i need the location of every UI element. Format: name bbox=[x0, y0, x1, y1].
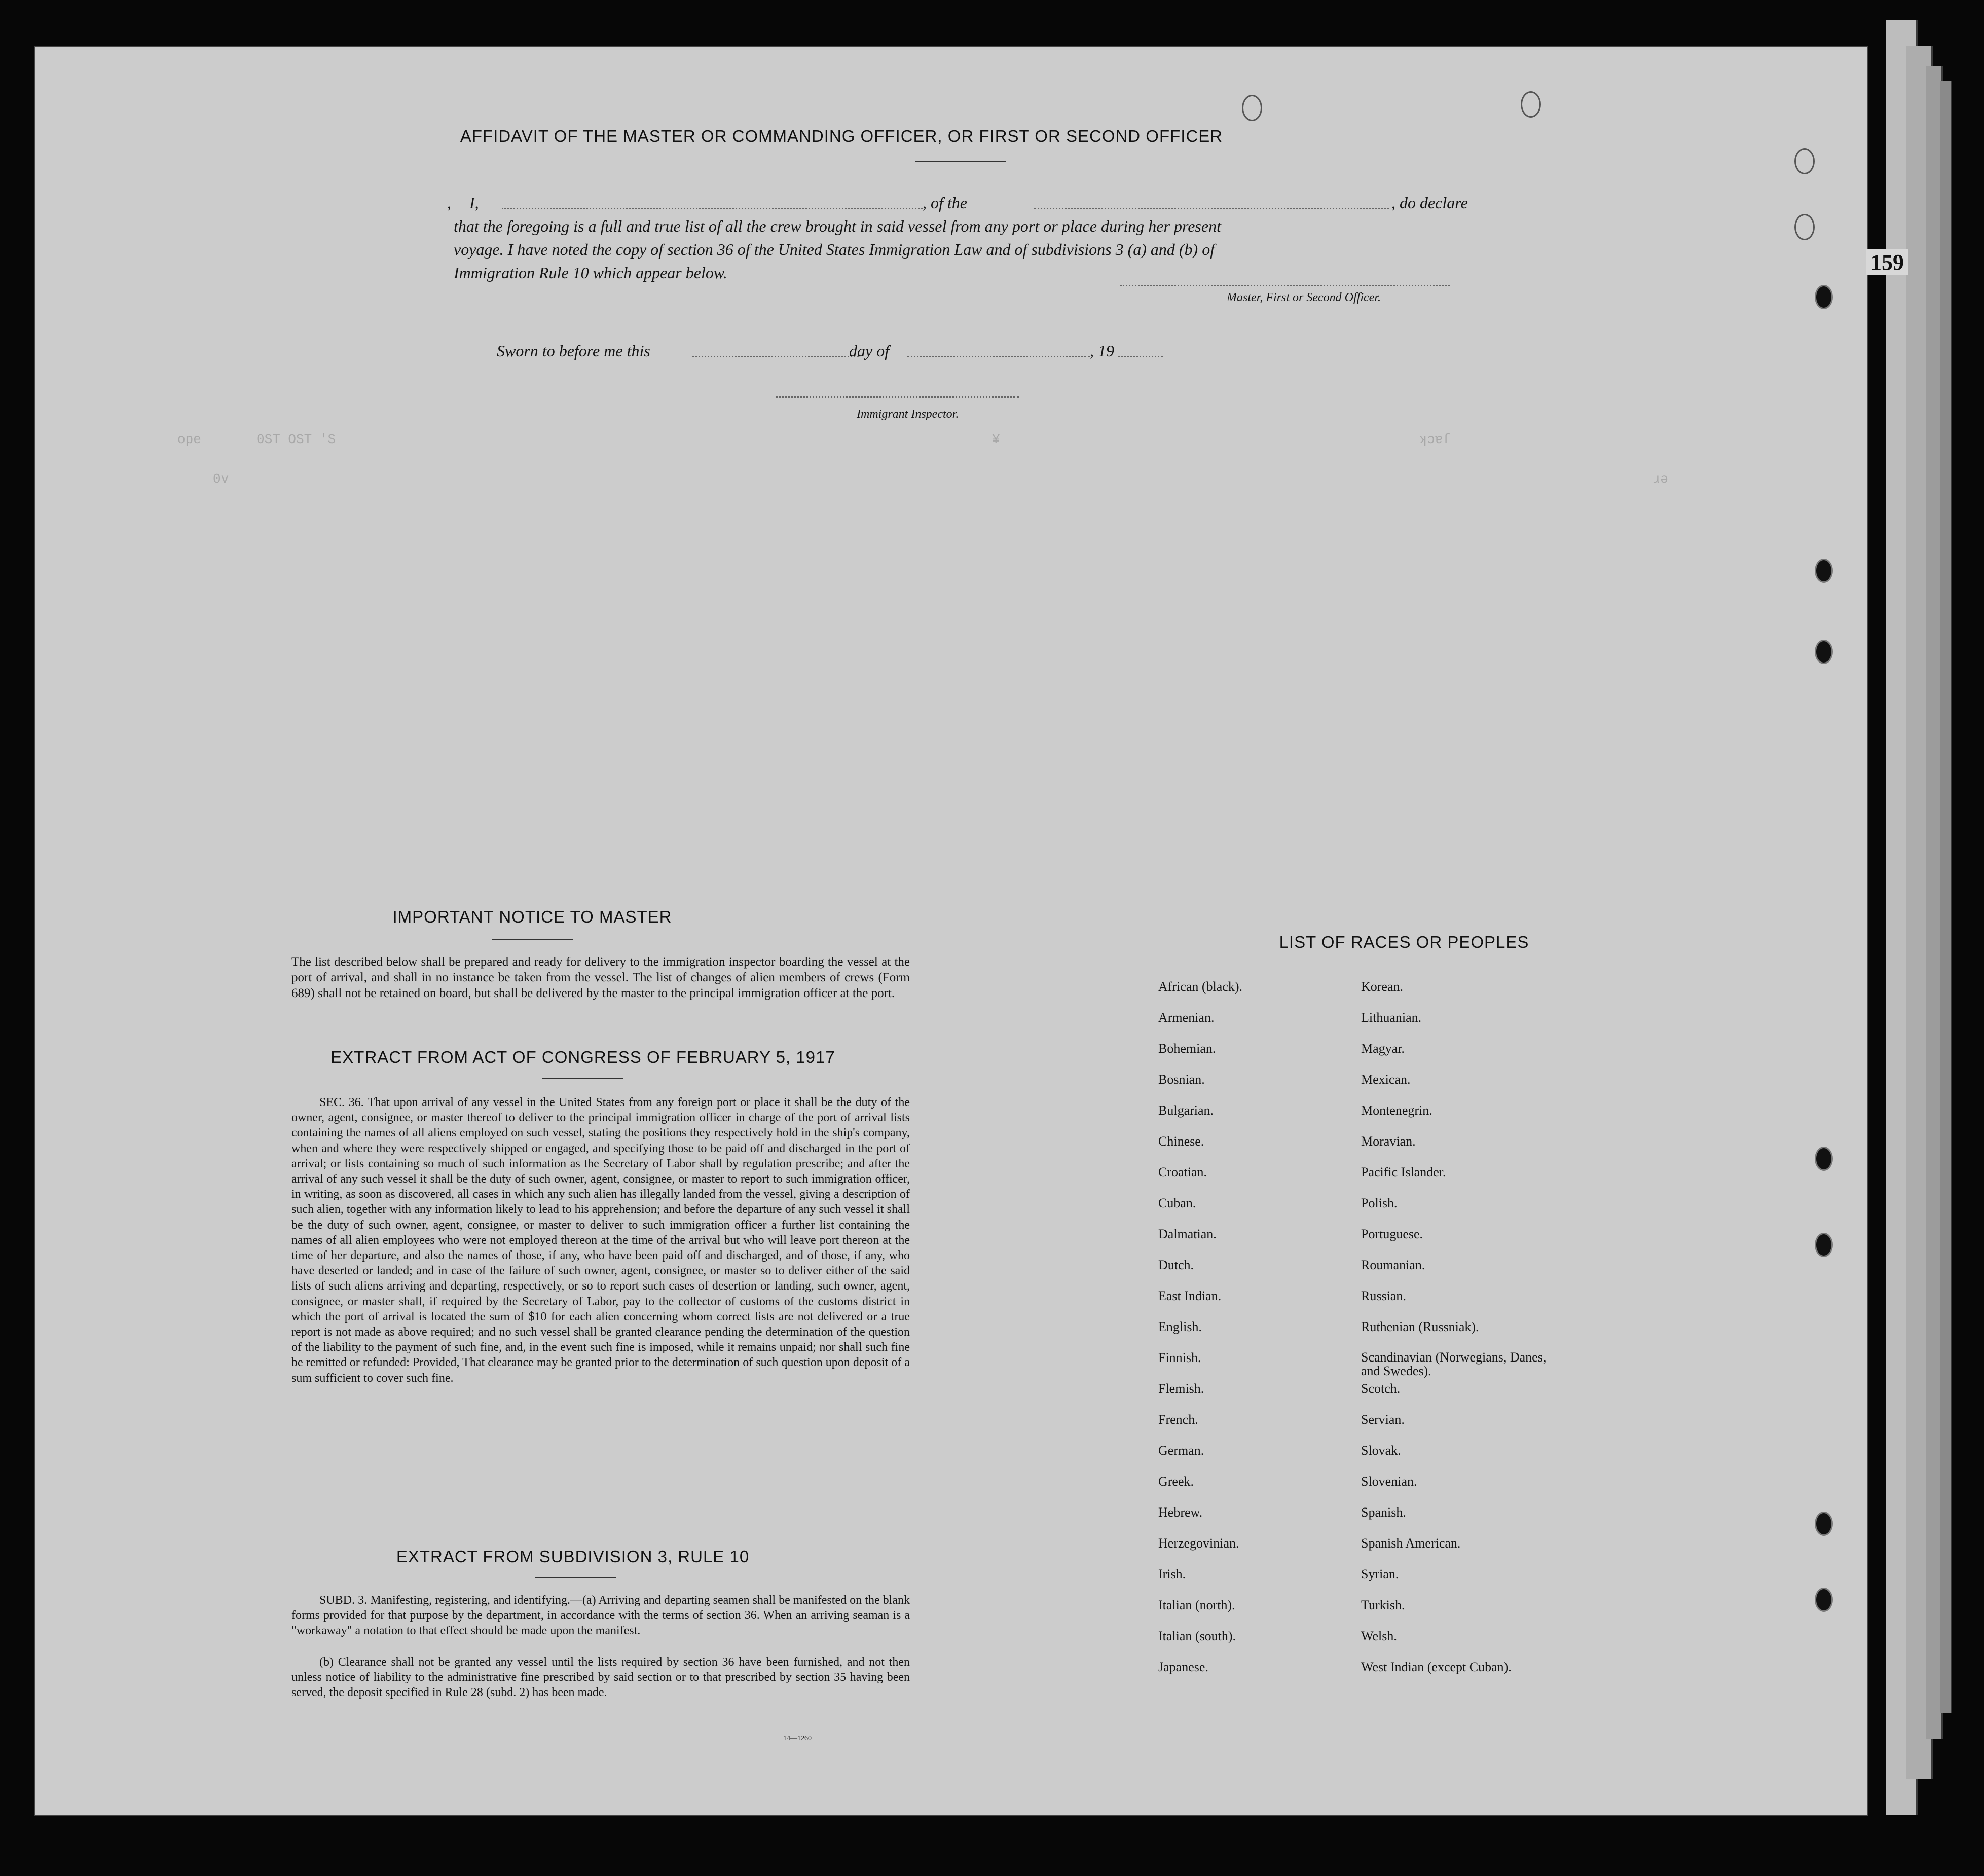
race-item: East Indian. bbox=[1158, 1289, 1222, 1303]
race-item: Italian (south). bbox=[1158, 1629, 1236, 1643]
race-item: Dutch. bbox=[1158, 1258, 1194, 1272]
race-item: Roumanian. bbox=[1361, 1258, 1425, 1272]
race-item: Spanish. bbox=[1361, 1505, 1406, 1520]
divider bbox=[542, 1078, 623, 1079]
races-title: LIST OF RACES OR PEOPLES bbox=[1279, 933, 1529, 951]
race-item: Bulgarian. bbox=[1158, 1103, 1214, 1118]
race-item: Scandinavian (Norwegians, Danes, and Swedes). bbox=[1361, 1350, 1547, 1378]
race-item: Polish. bbox=[1361, 1196, 1398, 1210]
race-item: Russian. bbox=[1361, 1289, 1406, 1303]
race-item: Portuguese. bbox=[1361, 1227, 1423, 1241]
divider bbox=[492, 939, 573, 940]
affidavit-line-2: voyage. I have noted the copy of section 36 of the United States Immigration Law and of subdivisions 3 (a) and (b) of bbox=[454, 240, 1215, 259]
punch-hole-icon bbox=[1815, 1588, 1833, 1612]
race-item: Finnish. bbox=[1158, 1350, 1201, 1365]
race-item: Pacific Islander. bbox=[1361, 1165, 1446, 1180]
race-item: Ruthenian (Russniak). bbox=[1361, 1319, 1479, 1334]
race-item: Greek. bbox=[1158, 1474, 1194, 1489]
race-item: Lithuanian. bbox=[1361, 1010, 1422, 1025]
punch-hole-icon bbox=[1794, 214, 1815, 240]
race-item: Slovenian. bbox=[1361, 1474, 1417, 1489]
race-item: Slovak. bbox=[1361, 1443, 1401, 1458]
race-item: Mexican. bbox=[1361, 1072, 1411, 1087]
extract-rule-para-b: (b) Clearance shall not be granted any vessel until the lists required by section 36 have been furnished, and not then unless notice of liability to the administrative fine prescribed by said section or to that prescribed by section 35 having been served, the deposit specified in Rule 28 (subd. 2) has been made. bbox=[291, 1656, 910, 1699]
sworn-day-field[interactable] bbox=[692, 356, 859, 357]
affidavit-i: I, bbox=[469, 194, 479, 212]
inspector-caption: Immigrant Inspector. bbox=[857, 408, 959, 421]
race-item: German. bbox=[1158, 1443, 1204, 1458]
race-item: Turkish. bbox=[1361, 1598, 1405, 1612]
race-item: Hebrew. bbox=[1158, 1505, 1203, 1520]
sworn-year-field[interactable] bbox=[1118, 356, 1163, 357]
bleed-through-text: 0v ɹǝ bbox=[213, 471, 1668, 487]
race-item: Cuban. bbox=[1158, 1196, 1196, 1210]
affidavit-line-3: Immigration Rule 10 which appear below. bbox=[454, 264, 727, 282]
sworn-month-field[interactable] bbox=[907, 356, 1090, 357]
race-item: Moravian. bbox=[1361, 1134, 1416, 1149]
punch-hole-icon bbox=[1521, 91, 1541, 118]
day-of-label: day of bbox=[849, 342, 890, 360]
bleed-through-text: ope 0ST OST 'S ¥ ʞɔɐſ bbox=[177, 432, 1451, 447]
race-item: African (black). bbox=[1158, 979, 1243, 994]
affidavit-line-1: that the foregoing is a full and true list of all the crew brought in said vessel from any port or place during her present bbox=[454, 217, 1221, 235]
punch-hole-icon bbox=[1815, 1512, 1833, 1536]
race-item: Magyar. bbox=[1361, 1041, 1405, 1056]
punch-hole-icon bbox=[1815, 1147, 1833, 1171]
punch-hole-icon bbox=[1815, 640, 1833, 664]
race-item: Armenian. bbox=[1158, 1010, 1215, 1025]
extract-rule-title: EXTRACT FROM SUBDIVISION 3, RULE 10 bbox=[396, 1547, 750, 1566]
race-item: Welsh. bbox=[1361, 1629, 1397, 1643]
race-item: Flemish. bbox=[1158, 1381, 1204, 1396]
punch-hole-icon bbox=[1815, 559, 1833, 583]
race-item: Japanese. bbox=[1158, 1660, 1208, 1674]
master-name-field[interactable] bbox=[502, 208, 923, 209]
race-item: French. bbox=[1158, 1412, 1198, 1427]
extract-rule-para-a: SUBD. 3. Manifesting, registering, and identifying.—(a) Arriving and departing seamen shall be manifested on the blank forms provided for that purpose by the department, in accordance with the terms of section 36. When an arriving seaman is a "workaway" a notation to that effect should be made upon the manifest. bbox=[291, 1594, 910, 1637]
affidavit-do-declare: , do declare bbox=[1391, 194, 1468, 212]
race-item: Italian (north). bbox=[1158, 1598, 1235, 1612]
race-item: Dalmatian. bbox=[1158, 1227, 1217, 1241]
affidavit-of-the: , of the bbox=[923, 194, 967, 212]
race-item: Scotch. bbox=[1361, 1381, 1401, 1396]
punch-hole-icon bbox=[1815, 1233, 1833, 1257]
year-label: , 19 bbox=[1090, 342, 1114, 360]
punch-hole-icon bbox=[1242, 95, 1262, 121]
race-item: Chinese. bbox=[1158, 1134, 1204, 1149]
form-page bbox=[35, 47, 1904, 1815]
race-item: Irish. bbox=[1158, 1567, 1186, 1581]
sworn-label: Sworn to before me this bbox=[497, 342, 650, 360]
divider bbox=[535, 1577, 616, 1578]
inspector-signature-field[interactable] bbox=[776, 396, 1019, 398]
race-item: Bohemian. bbox=[1158, 1041, 1216, 1056]
extract-act-text: SEC. 36. That upon arrival of any vessel in the United States from any foreign port or place it shall be the duty of the owner, agent, consignee, or master thereof to deliver to the principal immigration officer in charge of the port of arrival lists containing the names of all aliens employed on such vessel, stating the positions they respectively hold in the ship's company, when and where they were respectively shipped or engaged, and specifying those to be paid off and discharged in the port of arrival; or lists containing so much of such information as the Secretary of Labor shall by regulation prescribe; and after the arrival of any such vessel it shall be the duty of such owner, agent, consignee, or master to report to such immigration officer, in writing, as soon as discovered, all cases in which any such alien has illegally landed from the vessel, giving a description of such alien, together with any information likely to lead to his apprehension; and before the departure of any such vessel it shall be the duty of such owner, agent, consignee, or master to deliver to such immigration officer a further list containing the names of all alien employees who were not employed thereon at the time of the arrival but who will leave port thereon at the time of her departure, and also the names of those, if any, who have been paid off and discharged, and of those, if any, who have deserted or landed; and in case of the failure of such owner, agent, consignee, or master so to deliver either of the said lists of such aliens arriving and departing, respectively, or so to report such cases of desertion or landing, such owner, agent, consignee, or master shall, if required by the Secretary of Labor, pay to the collector of customs of the customs district in which the port of arrival is located the sum of $10 for each alien concerning whom correct lists are not delivered or a true report is not made as above required; and no such vessel shall be granted clearance pending the determination of the question of the liability to the payment of such fine, and, in the event such fine is imposed, while it remains unpaid; nor shall such fine be remitted or refunded: Provided, That clearance may be granted prior to the determination of such question upon deposit of a sum sufficient to cover such fine. bbox=[291, 1096, 910, 1385]
notice-title: IMPORTANT NOTICE TO MASTER bbox=[392, 907, 672, 926]
race-item: Croatian. bbox=[1158, 1165, 1207, 1180]
race-item: Servian. bbox=[1361, 1412, 1405, 1427]
divider bbox=[915, 161, 1006, 162]
race-item: Syrian. bbox=[1361, 1567, 1399, 1581]
punch-hole-icon bbox=[1815, 285, 1833, 309]
punch-hole-icon bbox=[1794, 148, 1815, 174]
race-item: Bosnian. bbox=[1158, 1072, 1205, 1087]
race-item: West Indian (except Cuban). bbox=[1361, 1660, 1512, 1674]
page-number: 159 bbox=[1866, 249, 1908, 275]
race-item: English. bbox=[1158, 1319, 1202, 1334]
affidavit-title: AFFIDAVIT OF THE MASTER OR COMMANDING OFFICER, OR FIRST OR SECOND OFFICER bbox=[460, 127, 1223, 145]
extract-act-title: EXTRACT FROM ACT OF CONGRESS OF FEBRUARY 5, 1917 bbox=[330, 1048, 835, 1066]
affidavit-comma: , bbox=[447, 194, 451, 212]
page-edge bbox=[1940, 81, 1952, 1713]
notice-text: The list described below shall be prepared and ready for delivery to the immigration inspector boarding the vessel at the port of arrival, and shall in no instance be taken from the vessel. The list of changes of alien members of crews (Form 689) shall not be retained on board, but shall be delivered by the master to the principal immigration officer at the port. bbox=[291, 955, 910, 1000]
race-item: Herzegovinian. bbox=[1158, 1536, 1239, 1551]
race-item: Montenegrin. bbox=[1361, 1103, 1432, 1118]
race-item: Korean. bbox=[1361, 979, 1404, 994]
form-number: 14—1260 bbox=[783, 1735, 812, 1742]
master-signature-field[interactable] bbox=[1120, 285, 1450, 286]
signature-caption: Master, First or Second Officer. bbox=[1227, 291, 1381, 304]
race-item: Spanish American. bbox=[1361, 1536, 1461, 1551]
vessel-name-field[interactable] bbox=[1034, 208, 1389, 209]
